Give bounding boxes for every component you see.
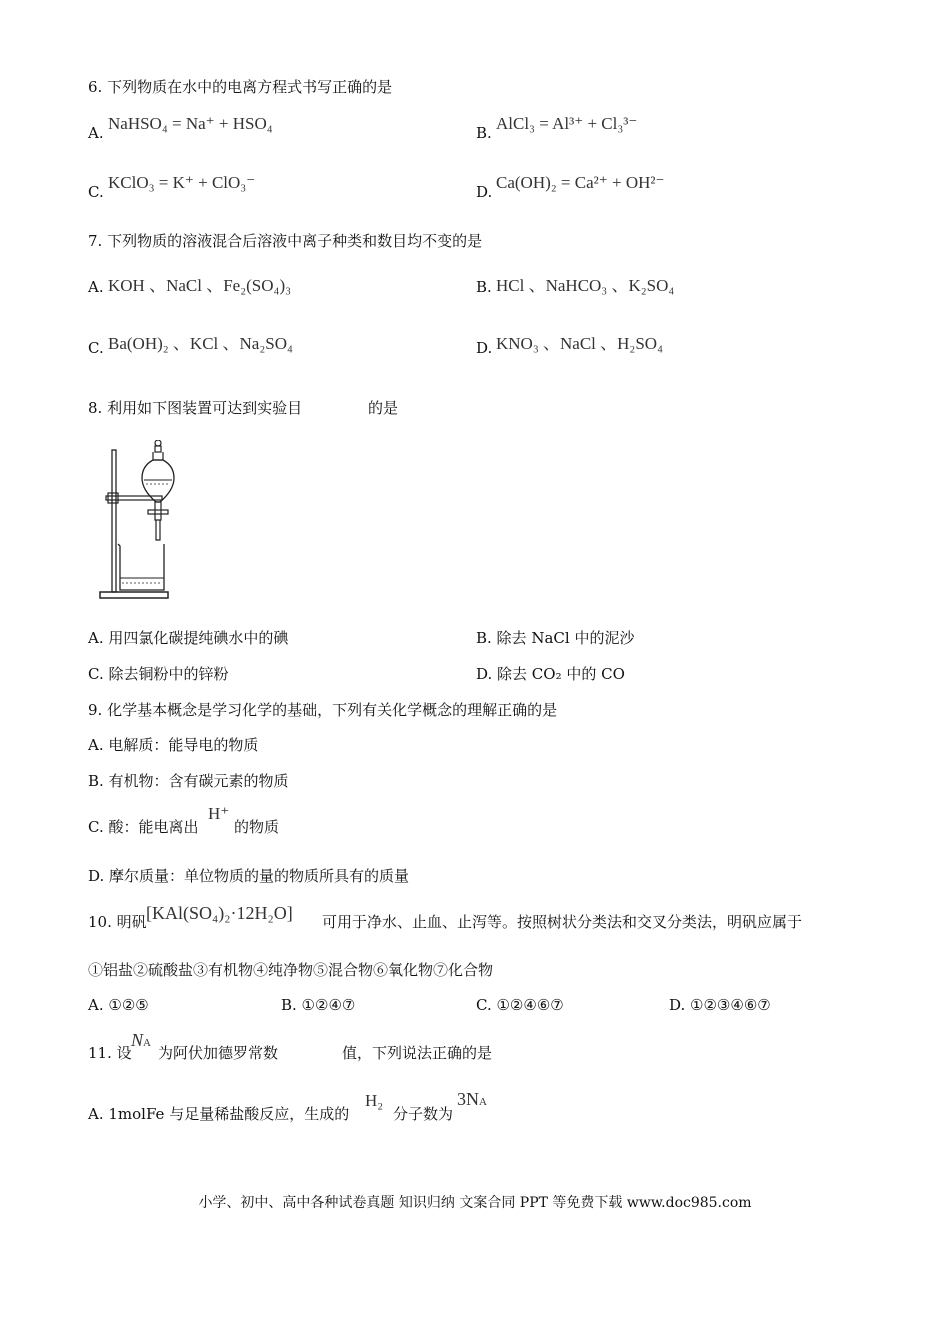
q7-option-c-label: C. [88,339,104,357]
q10-stem-prefix: 10. 明矾 [88,913,147,931]
q11-option-a-mid: 分子数为 [393,1105,454,1123]
q8-stem-part2: 的是 [368,399,399,417]
q11-option-a-text: A. 1molFe 与足量稀盐酸反应，生成的 [88,1105,350,1123]
q6-option-b-label: B. [476,124,492,142]
q6-option-c-label: C. [88,183,104,201]
q7-option-d-label: D. [476,339,493,357]
q7-stem: 7. 下列物质的溶液混合后溶液中离子种类和数目均不变的是 [88,232,483,250]
separatory-funnel-apparatus-figure [98,440,188,602]
q10-option-d: D. ①②③④⑥⑦ [669,996,771,1014]
q7-option-d-formula: KNO₃ 、NaCl 、H₂SO₄ [496,334,664,353]
q11-na-letter: N [131,1030,144,1050]
q6-option-b-formula: AlCl₃ = Al³⁺ + Cl₃³⁻ [496,114,638,133]
q11-option-a-value-main: 3N [457,1089,479,1109]
q8-stem-part1: 8. 利用如下图装置可达到实验目 [88,399,303,417]
q6-option-c-formula: KClO₃ = K⁺ + ClO₃⁻ [108,173,256,192]
q9-option-b: B. 有机物：含有碳元素的物质 [88,772,289,790]
page-footer: 小学、初中、高中各种试卷真题 知识归纳 文案合同 PPT 等免费下载 www.doc985.com [198,1195,752,1211]
q11-option-a-value [457,1089,487,1110]
q11-option-a-value-subscript: A [479,1096,487,1108]
q9-option-a: A. 电解质：能导电的物质 [88,736,259,754]
q10-option-c: C. ①②④⑥⑦ [476,996,564,1014]
q10-stem-suffix: 可用于净水、止血、止泻等。按照树状分类法和交叉分类法，明矾应属于 [322,913,803,931]
q6-option-d-label: D. [476,183,493,201]
q7-option-b-formula: HCl 、NaHCO₃ 、K₂SO₄ [496,276,675,295]
q11-option-a-h2: H₂ [365,1091,384,1110]
q9-stem: 9. 化学基本概念是学习化学的基础，下列有关化学概念的理解正确的是 [88,701,558,719]
q10-option-a: A. ①②⑤ [88,996,149,1014]
q11-stem-prefix: 11. 设 [88,1044,132,1062]
q6-option-a-label: A. [88,124,104,142]
q10-formula: [KAl(SO₄)₂·12H₂O] [146,903,293,923]
q8-option-a: A. 用四氯化碳提纯碘水中的碘 [88,629,289,647]
q10-option-b: B. ①②④⑦ [281,996,356,1014]
q7-option-b-label: B. [476,278,492,296]
q11-na-subscript: A [143,1037,151,1049]
q9-option-c-suffix: 的物质 [234,818,280,836]
q7-option-a-label: A. [88,278,104,296]
q9-option-c-prefix: C. 酸：能电离出 [88,818,199,836]
q8-option-d: D. 除去 CO₂ 中的 CO [476,665,625,683]
q6-option-a-formula: NaHSO₄ = Na⁺ + HSO₄ [108,114,273,133]
q8-option-b: B. 除去 NaCl 中的泥沙 [476,629,635,647]
q6-stem: 6. 下列物质在水中的电离方程式书写正确的是 [88,78,393,96]
q7-option-c-formula: Ba(OH)₂ 、KCl 、Na₂SO₄ [108,334,293,353]
q7-option-a-formula: KOH 、NaCl 、Fe₂(SO₄)₃ [108,276,292,295]
q11-na-symbol [131,1030,151,1051]
q9-option-c-formula: H⁺ [208,804,230,823]
q11-stem-suffix: 值，下列说法正确的是 [342,1044,493,1062]
q8-option-c: C. 除去铜粉中的锌粉 [88,665,229,683]
q9-option-d: D. 摩尔质量：单位物质的量的物质所具有的质量 [88,867,410,885]
q6-option-d-formula: Ca(OH)₂ = Ca²⁺ + OH²⁻ [496,173,665,192]
q10-items: ①铝盐②硫酸盐③有机物④纯净物⑤混合物⑥氧化物⑦化合物 [88,961,494,979]
q11-stem-mid: 为阿伏加德罗常数 [158,1044,279,1062]
